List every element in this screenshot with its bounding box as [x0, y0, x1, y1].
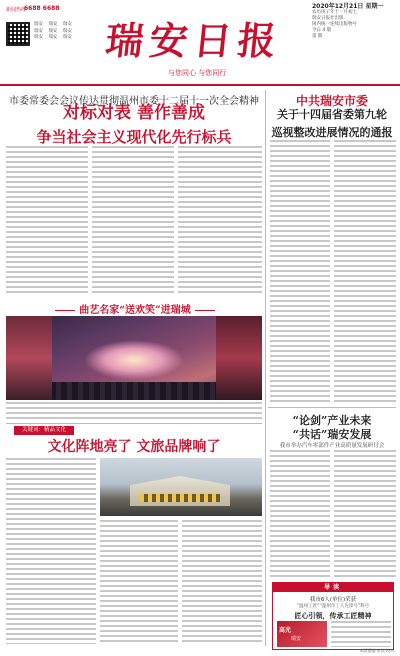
issue-line: 今日 4 版	[312, 28, 332, 33]
issue-line: 农历庚子年十一月初七	[312, 10, 357, 15]
column-divider	[265, 90, 266, 646]
lead-headline-line2[interactable]: 争当社会主义现代化先行标兵	[36, 128, 232, 146]
guide-thumbnail-subtitle: 瑞安	[291, 636, 302, 642]
masthead-links	[34, 22, 90, 42]
guide-headline[interactable]: 匠心引领，传承工匠精神	[294, 612, 372, 620]
issue-line: 国内统一连续出版物号	[312, 22, 357, 27]
lead-headline[interactable]: 对标对表 善作善成	[63, 103, 205, 123]
masthead-link: 瑞安	[48, 22, 58, 27]
guide-heading: 导读	[273, 583, 393, 592]
inspection-article-column	[334, 140, 396, 404]
slogan: 与您同心 与您同行	[168, 69, 227, 77]
masthead-link: 瑞安	[62, 28, 72, 34]
inspection-headline-line2[interactable]: 巡视整改进展情况的通报	[271, 126, 393, 139]
masthead-link: 瑞安	[34, 22, 43, 27]
guide-text	[331, 621, 391, 647]
masthead-link: 瑞安	[48, 28, 58, 34]
lights-strip	[140, 494, 220, 502]
qr-code-icon	[6, 22, 30, 46]
photo-caption	[6, 402, 262, 422]
forum-headline-line2[interactable]: “共话”瑞安发展	[292, 428, 372, 441]
photo-section-title[interactable]: 曲艺名家“送欢笑”进瑞城	[40, 301, 230, 316]
lead-article-column	[178, 146, 262, 296]
guide-box[interactable]	[272, 582, 394, 650]
lead-kicker: 市委常委会会议传达贯彻温州市委十二届十一次全会精神	[9, 96, 259, 107]
masthead-divider	[0, 84, 400, 86]
performance-photo-right[interactable]	[216, 316, 262, 400]
culture-article-column	[6, 458, 96, 644]
section-divider	[268, 407, 396, 408]
guide-thumbnail-title: 高光	[279, 627, 292, 634]
issue-line: 第 期	[312, 34, 323, 39]
inspection-kicker: 中共瑞安市委	[295, 94, 368, 108]
lead-article-column	[6, 146, 88, 296]
forum-article-column	[334, 450, 396, 578]
hotline-label: 新闻热线	[6, 7, 27, 13]
masthead-link: 瑞安	[34, 35, 43, 40]
hotline-number: 6688 6688	[24, 5, 60, 12]
culture-kicker: 关键词：精品文化	[14, 426, 74, 435]
culture-headline[interactable]: 文化阵地亮了 文旅品牌响了	[47, 439, 221, 455]
issue-info	[312, 4, 396, 40]
forum-article-column	[270, 450, 330, 578]
performance-photo-left[interactable]	[6, 316, 52, 400]
inspection-headline[interactable]: 关于十四届省委第九轮	[277, 108, 387, 121]
culture-article-column	[182, 520, 262, 644]
guide-line: 我市6人(单位)荣获	[309, 597, 357, 603]
forum-headline[interactable]: “论剑”产业未来	[292, 414, 372, 427]
culture-article-column	[100, 520, 178, 644]
culture-venue-photo[interactable]	[100, 458, 262, 516]
masthead-link: 瑞安	[62, 22, 72, 27]
issue-line: 瑞安日报社出版	[312, 16, 344, 21]
issue-date: 2020年12月21日 星期一	[312, 3, 384, 10]
masthead-link: 瑞安	[34, 28, 43, 34]
guide-line: “温州工匠”“温州市工人先锋号”称号	[296, 604, 370, 609]
page-footer: 本版责编 审读 校对	[359, 648, 394, 653]
section-divider	[6, 423, 262, 424]
lead-article-column	[92, 146, 174, 296]
stage-light	[84, 340, 184, 380]
forum-subtitle: 我市举办汽车零部件产业高质量发展研讨会	[279, 443, 385, 449]
inspection-article-column	[270, 140, 330, 404]
masthead-link: 瑞安	[48, 35, 58, 40]
masthead	[0, 0, 400, 88]
newspaper-logo: 瑞安日报	[103, 18, 285, 63]
masthead-link: 瑞安	[62, 35, 72, 40]
